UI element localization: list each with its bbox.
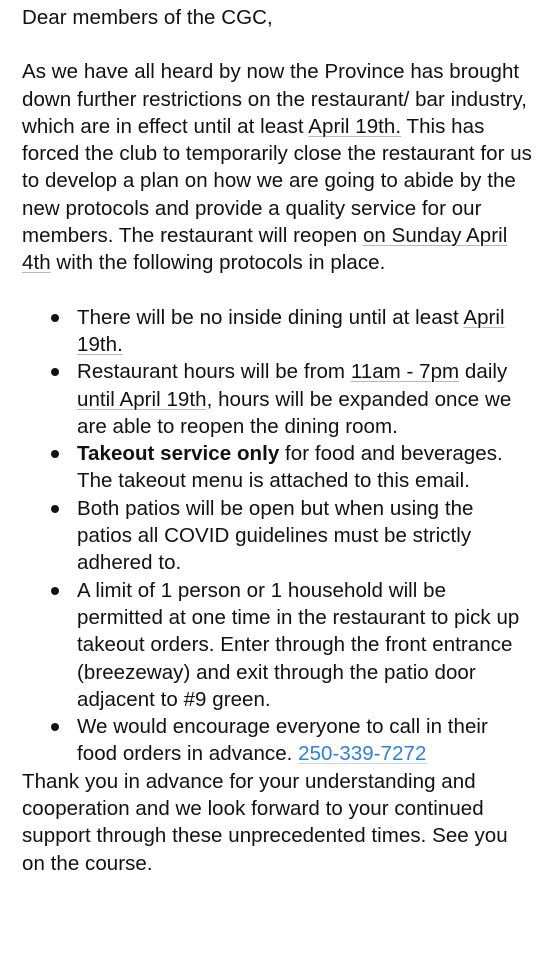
intro-text-3: with the following protocols in place.: [50, 251, 386, 275]
protocol-item-takeout: [77, 440, 532, 495]
intro-date-april-19: April 19th.: [308, 114, 402, 138]
intro-text-2: This has forced the club to temporarily close the restaurant for us to develop a plan on how we are going to abide by the new protocols and provide a quality service for our members. The restaurant will reopen: [22, 114, 532, 248]
protocol-date: April 19th.: [77, 305, 505, 356]
bullet-dot-icon: [51, 450, 59, 458]
bullet-dot-icon: [51, 314, 59, 322]
bullet-dot-icon: [51, 723, 59, 731]
closing-paragraph: Thank you in advance for your understanding and cooperation and we look forward to your continued support through these unprecedented times. See you on the course.: [22, 769, 508, 875]
intro-text-1: As we have all heard by now the Province has brought down further restrictions on the restaurant/ bar industry, which are in effect until at least: [22, 60, 528, 138]
protocol-bold-text: Takeout service only: [77, 442, 280, 466]
phone-link[interactable]: 250-339-7272: [298, 742, 427, 766]
protocol-text: daily: [459, 360, 508, 384]
protocol-text: A limit of 1 person or 1 household will be permitted at one time in the restaurant to pick up takeout orders. Enter through the front entrance (breezeway) and exit through the patio door adjacent to #9 green.: [77, 578, 520, 711]
bullet-dot-icon: [51, 587, 59, 595]
protocol-item-limit: [77, 577, 532, 713]
greeting: Dear members of the CGC,: [22, 6, 273, 29]
protocol-text: Restaurant hours will be from: [77, 360, 351, 384]
protocol-item-no-inside-dining: [77, 304, 532, 359]
protocol-until-date: until April 19th: [77, 387, 207, 411]
bullet-dot-icon: [51, 505, 59, 513]
protocol-item-patios: [77, 495, 532, 577]
protocol-hours: 11am - 7pm: [350, 360, 460, 384]
protocol-item-call-ahead: [77, 713, 532, 768]
intro-date-april-4: on Sunday April 4th: [22, 224, 508, 275]
protocol-text: We would encourage everyone to call in their food orders in advance.: [77, 715, 488, 766]
protocol-text: , hours will be expanded once we are able to reopen the dining room.: [77, 387, 512, 438]
protocol-text: There will be no inside dining until at least: [77, 305, 464, 329]
protocol-text: for food and beverages. The takeout menu is attached to this email.: [77, 442, 503, 493]
protocol-list: [22, 304, 532, 768]
protocol-text: Both patios will be open but when using the patios all COVID guidelines must be strictly adhered to.: [77, 496, 474, 575]
intro-paragraph: [22, 58, 532, 276]
protocol-item-hours: [77, 358, 532, 440]
bullet-dot-icon: [51, 368, 59, 376]
